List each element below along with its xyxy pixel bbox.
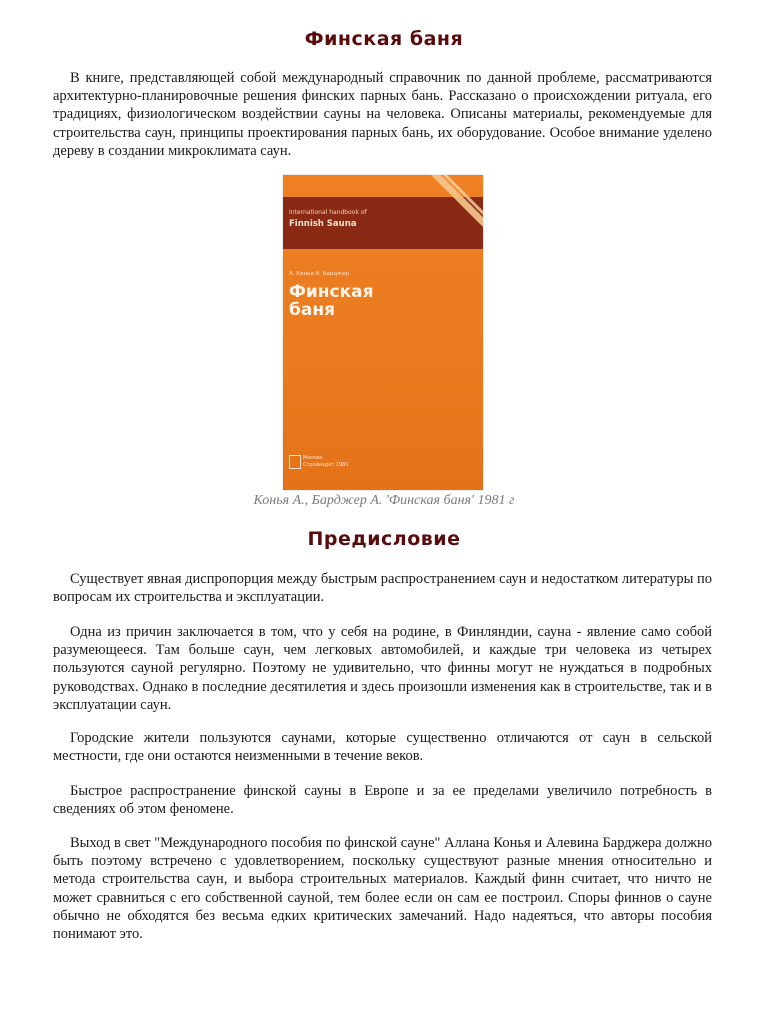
cover-publisher-line-1: Москва: [303, 455, 323, 461]
preface-heading: Предисловие: [307, 528, 461, 550]
cover-publisher: [303, 455, 349, 469]
cover-title-line-1: Финская: [289, 282, 374, 302]
paragraph: Выход в свет "Международного пособия по финской сауне" Аллана Конья и Алевина Барджера должно быть поэтому встречено с удовлетворением, поскольку существуют разные мнения относительно и метода строительства саун, и выбора строительных материалов. Каждый финн считает, что ничто не может сравниться с его собственной сауной, тем более если он сам ее построил. Споры финнов о сауне обычно не обходятся без весьма едких критических замечаний. Надо надеяться, что авторы пособия понимают это.: [53, 835, 712, 943]
cover-authors: А. Конья А. Барджер: [289, 271, 349, 277]
cover-publisher-line-2: Стройиздат 1981: [303, 462, 349, 468]
page-title: Финская баня: [304, 28, 464, 50]
paragraph: Быстрое распространение финской сауны в Европе и за ее пределами увеличило потребность в сведениях об этом феномене.: [53, 783, 712, 818]
paragraph: Одна из причин заключается в том, что у себя на родине, в Финляндии, сауна - явление само собой разумеющееся. Там больше саун, чем легковых автомобилей, и каждые три человека из четырех пользуются сауной регулярно. Поэтому не удивительно, что финны могут не нуждаться в подробных руководствах. Однако в последние десятилетия и здесь произошли изменения как в строительстве, так и в эксплуатации саун.: [53, 624, 712, 713]
cover-russian-title: [289, 283, 374, 319]
cover-english-title: Finnish Sauna: [289, 219, 357, 229]
cover-title-line-2: баня: [289, 300, 336, 320]
cover-caption: Конья А., Барджер А. 'Финская баня' 1981 г: [253, 493, 515, 508]
paragraph: Существует явная диспропорция между быстрым распространением саун и недостатком литературы по вопросам их строительства и эксплуатации.: [53, 571, 712, 606]
intro-paragraph: В книге, представляющей собой международный справочник по данной проблеме, рассматриваются архитектурно-планировочные решения финских парных бань. Рассказано о происхождении ритуала, его традициях, физиологическом воздействии сауны на человека. Описаны материалы, рекомендуемые для строительства саун, принципы проектирования парных бань, их оборудование. Особое внимание уделено дереву в создании микроклимата саун.: [53, 70, 712, 159]
cover-series-text: International handbook of: [289, 209, 367, 216]
book-cover-image: [283, 175, 483, 490]
paragraph: Городские жители пользуются саунами, которые существенно отличаются от саун в сельской местности, где они остаются неизменными в течение веков.: [53, 730, 712, 765]
publisher-logo-icon: [289, 455, 301, 469]
